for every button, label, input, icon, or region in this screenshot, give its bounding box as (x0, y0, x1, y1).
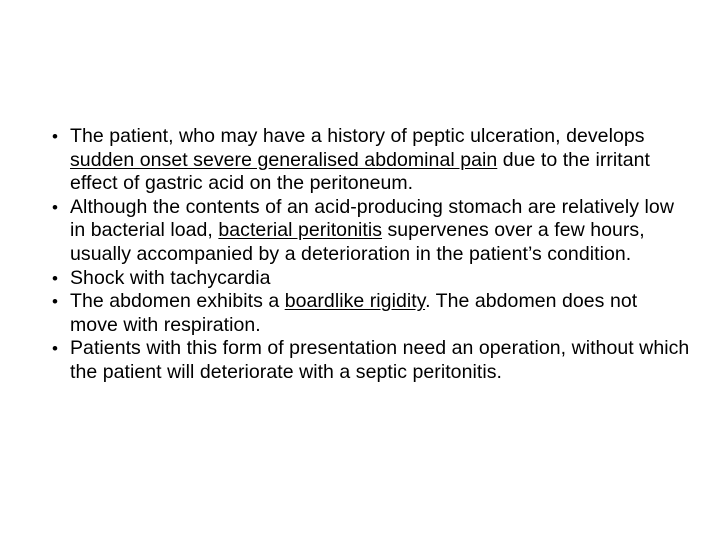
bullet-text: due to the irritant effect of gastric acid on the peritoneum. (70, 148, 651, 195)
bullet-text: Although the contents of an acid-producing stomach are relatively low in bacterial load, (70, 195, 674, 242)
bullet-icon: • (52, 197, 59, 217)
bullet-text: Shock with tachycardia (70, 266, 271, 289)
bullet-icon: • (52, 339, 59, 359)
underlined-term: bacterial peritonitis (218, 219, 383, 242)
underlined-term: boardlike rigidity (284, 290, 426, 313)
bullet-icon: • (52, 127, 59, 146)
bullet-item (50, 267, 690, 291)
bullet-item (50, 125, 690, 196)
bullet-item (50, 290, 690, 337)
bullet-text: The patient, who may have a history of peptic ulceration, develops (70, 125, 645, 147)
bullet-text: . The abdomen does not move with respiration. (70, 290, 638, 336)
underlined-term: sudden onset severe generalised abdominal pain (70, 148, 498, 171)
bullet-text: supervenes over a few hours, usually accompanied by a deterioration in the patient’s condition. (70, 219, 645, 265)
bullet-item (50, 337, 690, 384)
bullet-text: Patients with this form of presentation need an operation, without which the patient will deteriorate with a septic peritonitis. (70, 337, 690, 383)
bullet-item (50, 196, 690, 267)
bullet-text: The abdomen exhibits a (70, 290, 285, 313)
bullet-icon: • (52, 268, 59, 288)
bullet-icon: • (52, 292, 59, 312)
bullet-list (50, 125, 690, 385)
